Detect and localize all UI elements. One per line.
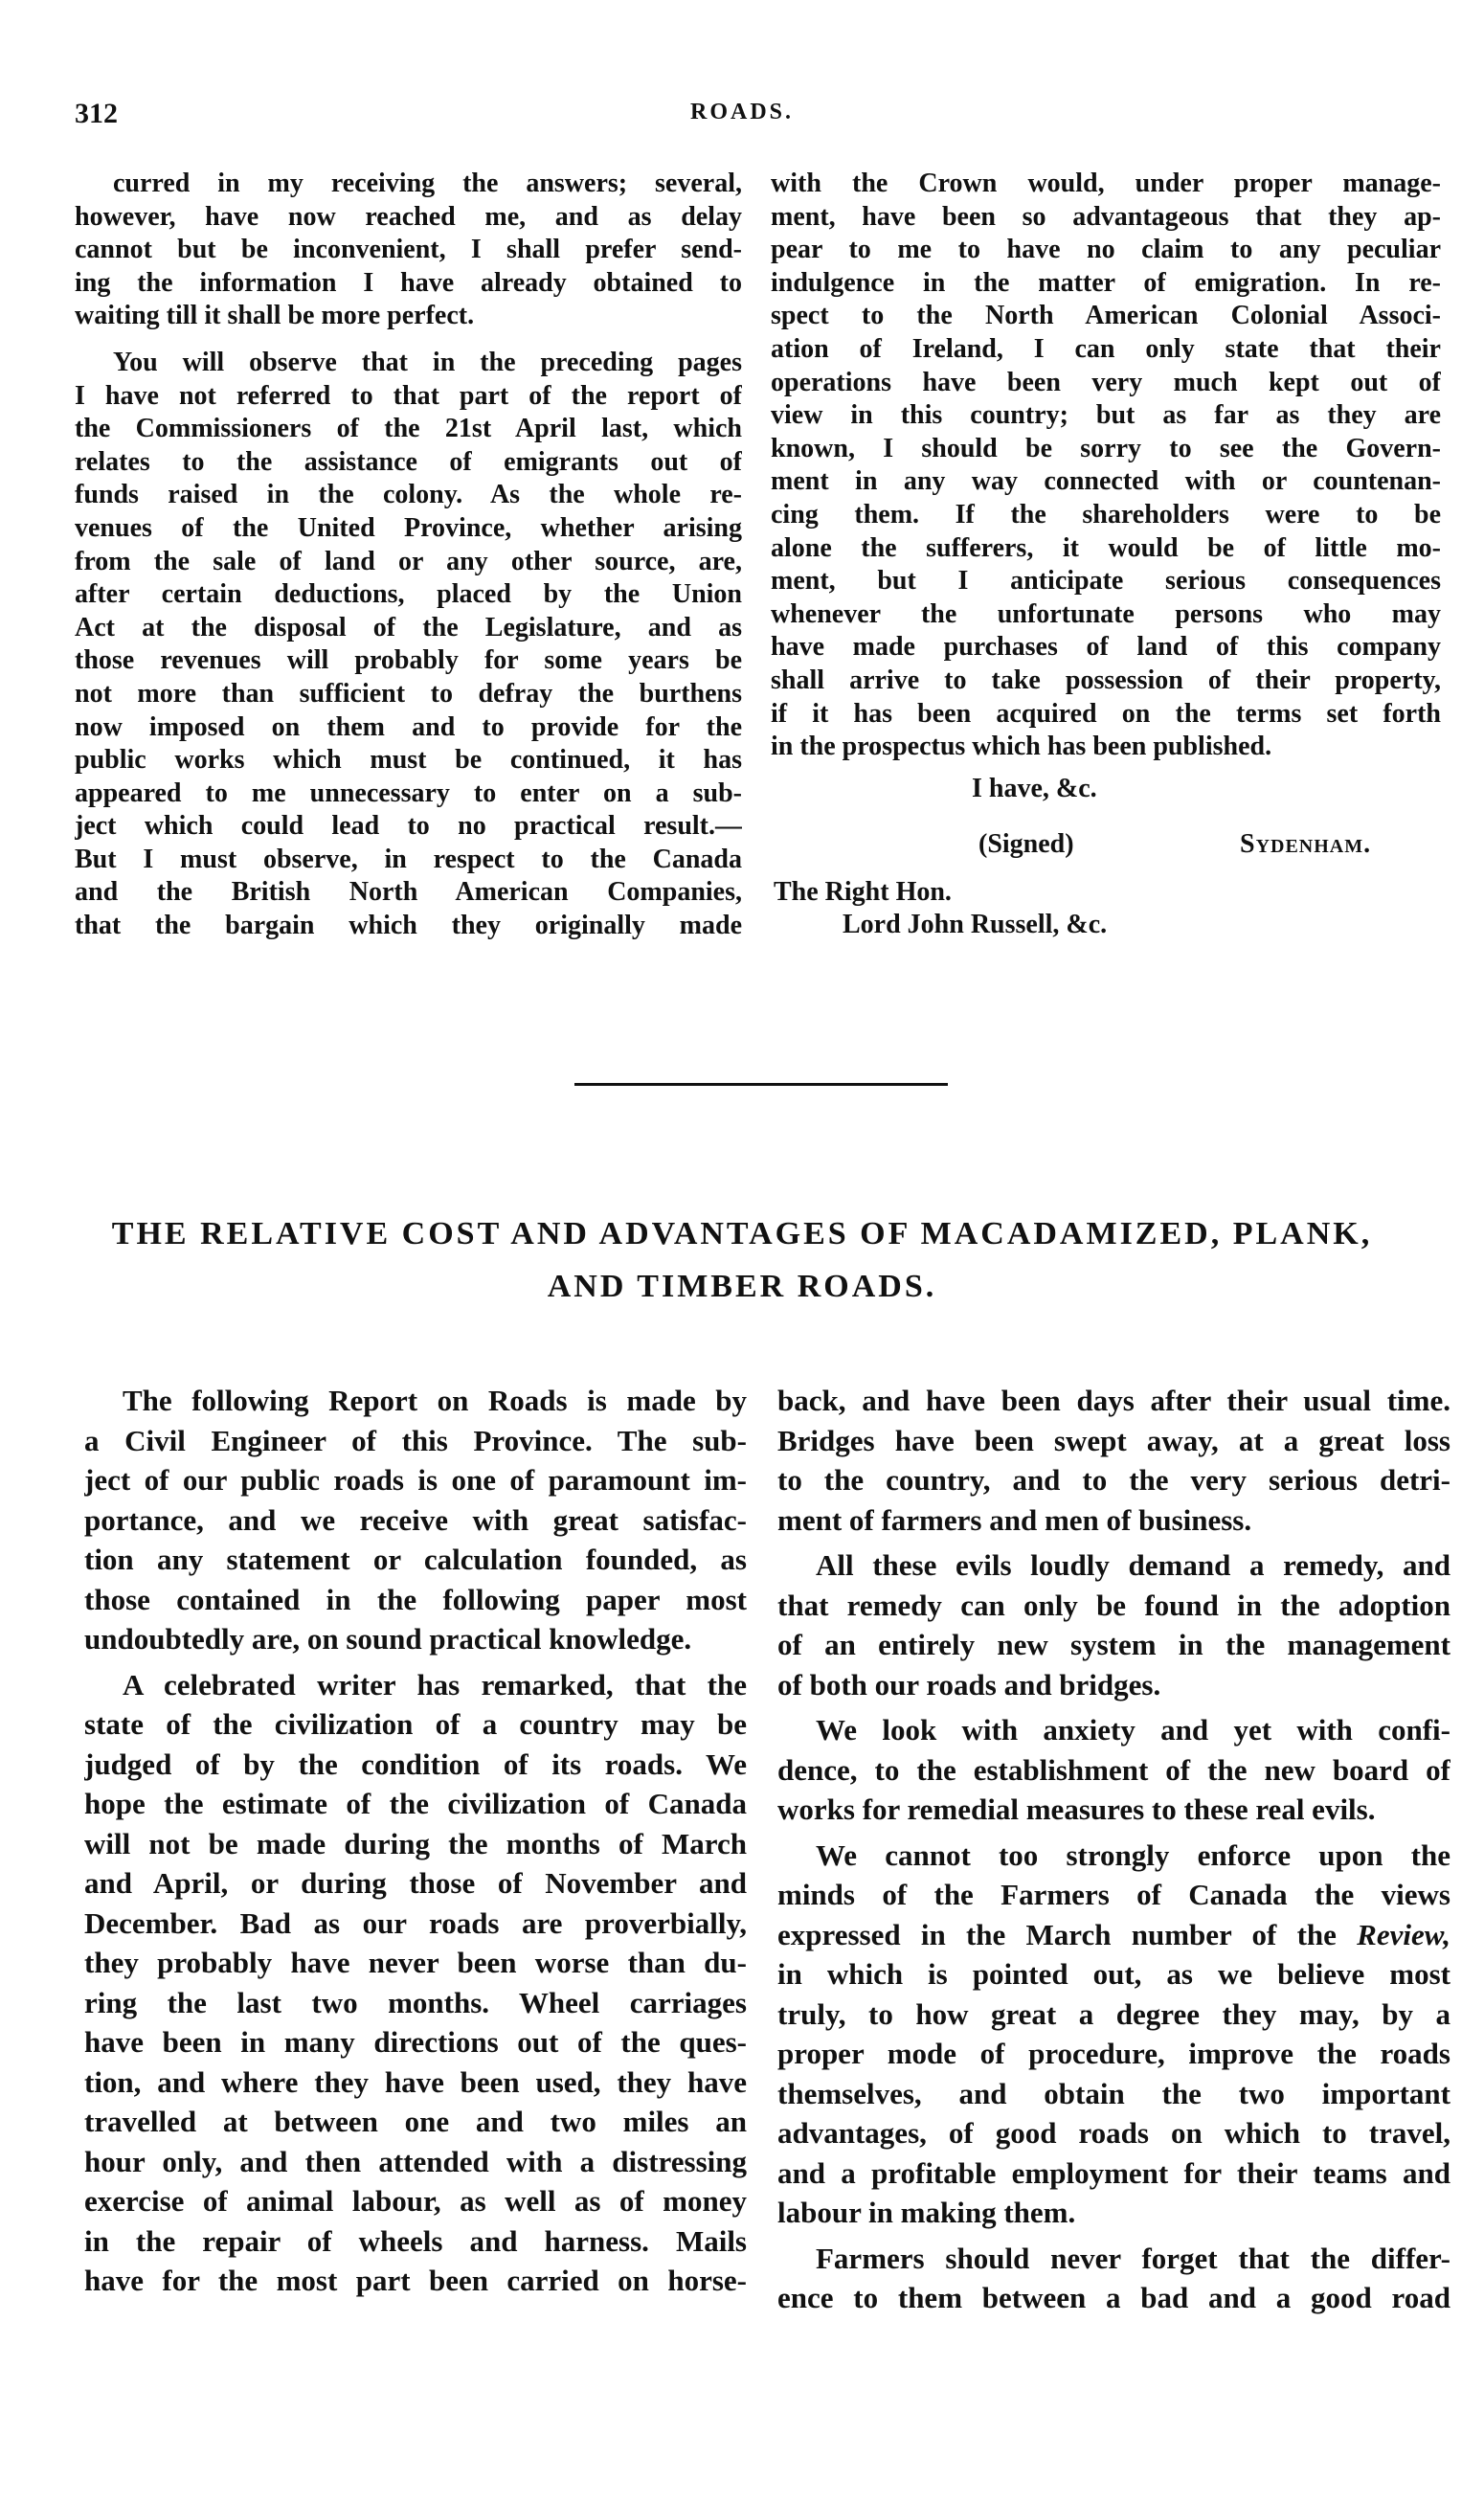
paragraph	[75, 347, 742, 943]
text-line: minds of the Farmers of Canada the views	[777, 1878, 1450, 1911]
text-line: truly, to how great a degree they may, by a	[777, 1996, 1450, 2031]
article-left-column	[84, 1381, 747, 2301]
text-line: now imposed on them and to provide for the	[75, 711, 742, 742]
text-line: hour only, and then attended with a distressing	[84, 2144, 747, 2178]
text-line: cing them. If the shareholders were to be	[771, 499, 1441, 530]
paragraph	[777, 1381, 1450, 1540]
text-line: to the country, and to the very serious detri-	[777, 1463, 1450, 1497]
letter-left-column	[75, 168, 742, 943]
text-line: shall arrive to take possession of their property,	[771, 665, 1441, 695]
letter-addressee-name: Lord John Russell, &c.	[843, 910, 1108, 939]
text-line: cannot but be inconvenient, I shall prefer send-	[75, 235, 742, 265]
text-line: Act at the disposal of the Legislature, and as	[75, 612, 742, 642]
paragraph	[75, 168, 742, 333]
text-line: Farmers should never forget that the differ-	[816, 2241, 1450, 2275]
text-line: from the sale of land or any other source, are,	[75, 546, 742, 576]
text-line: undoubtedly are, on sound practical knowledge.	[84, 1622, 692, 1656]
paragraph	[777, 2239, 1450, 2318]
text-line: All these evils loudly demand a remedy, and	[816, 1548, 1450, 1582]
text-line: back, and have been days after their usual time.	[777, 1384, 1450, 1417]
text-line: ing the information I have already obtained to	[75, 267, 742, 298]
text-line: operations have been very much kept out of	[771, 367, 1441, 397]
italic-title: Review,	[1357, 1917, 1450, 1951]
section-divider-rule	[574, 1083, 948, 1086]
text-line: portance, and we receive with great satisfac-	[84, 1502, 747, 1537]
letter-right-column	[771, 168, 1441, 764]
text-line: if it has been acquired on the terms set forth	[771, 698, 1441, 729]
text-line: exercise of animal labour, as well as of money	[84, 2184, 747, 2218]
text-line: in the prospectus which has been published.	[771, 732, 1272, 762]
text-line: ment of farmers and men of business.	[777, 1502, 1252, 1537]
paragraph	[777, 1545, 1450, 1704]
text-line: venues of the United Province, whether arising	[75, 512, 742, 543]
text-line: those revenues will probably for some years be	[75, 645, 742, 676]
text-line: proper mode of procedure, improve the roads	[777, 2037, 1450, 2070]
text-line: spect to the North American Colonial Associ-	[771, 301, 1441, 331]
article-title-line-2: AND TIMBER ROADS.	[547, 1269, 937, 1304]
text-line: ring the last two months. Wheel carriages	[84, 1985, 747, 2019]
text-line: have made purchases of land of this company	[771, 632, 1441, 663]
text-line: not more than sufficient to defray the burthens	[75, 678, 742, 709]
text-line: ject of our public roads is one of paramount im-	[84, 1463, 747, 1497]
text-line: expressed in the March number of the Review,	[777, 1917, 1450, 1951]
text-line: view in this country; but as far as they are	[771, 400, 1441, 431]
text-line: with the Crown would, under proper manage-	[771, 169, 1441, 198]
letter-closing: I have, &c.	[972, 774, 1097, 803]
text-line: You will observe that in the preceding pages	[113, 347, 742, 377]
text-line: advantages, of good roads on which to travel,	[777, 2116, 1450, 2150]
text-line: that remedy can only be found in the adoption	[777, 1588, 1450, 1622]
text-line: Bridges have been swept away, at a great loss	[777, 1423, 1450, 1457]
letter-signed-label: (Signed)	[978, 829, 1074, 859]
text-line: they probably have never been worse than du-	[84, 1946, 747, 1979]
paragraph	[84, 1665, 747, 2301]
text-line: ence to them between a bad and a good road	[777, 2281, 1450, 2314]
letter-signature: Sydenham.	[1240, 829, 1372, 859]
text-line: appeared to me unnecessary to enter on a sub-	[75, 778, 742, 808]
text-line: relates to the assistance of emigrants out of	[75, 446, 742, 477]
text-line: the Commissioners of the 21st April last, which	[75, 414, 742, 444]
article-title-line-1: THE RELATIVE COST AND ADVANTAGES OF MACADAMIZED, PLANK,	[111, 1216, 1373, 1251]
text-line: themselves, and obtain the two important	[777, 2076, 1450, 2110]
text-line: whenever the unfortunate persons who may	[771, 598, 1441, 629]
text-line: have for the most part been carried on horse-	[84, 2264, 747, 2297]
text-line: those contained in the following paper most	[84, 1582, 747, 1616]
text-line: judged of by the condition of its roads. We	[84, 1747, 747, 1781]
text-line: in which is pointed out, as we believe most	[777, 1957, 1450, 1991]
text-line: public works which must be continued, it has	[75, 745, 742, 776]
paragraph	[84, 1381, 747, 1659]
text-line: hope the estimate of the civilization of Canada	[84, 1787, 747, 1820]
text-line: ment, have been so advantageous that they ap-	[771, 201, 1441, 232]
text-line: curred in my receiving the answers; several,	[113, 169, 742, 198]
text-line: and the British North American Companies,	[75, 877, 742, 908]
paragraph	[777, 1710, 1450, 1830]
text-line: ment, but I anticipate serious consequences	[771, 566, 1441, 597]
text-line: funds raised in the colony. As the whole re-	[75, 480, 742, 510]
text-line: waiting till it shall be more perfect.	[75, 301, 475, 331]
text-line: labour in making them.	[777, 2196, 1076, 2229]
text-line: in the repair of wheels and harness. Mails	[84, 2223, 747, 2258]
text-line: will not be made during the months of March	[84, 1826, 747, 1860]
text-line: of both our roads and bridges.	[777, 1667, 1161, 1702]
text-line: known, I should be sorry to see the Govern-	[771, 433, 1441, 463]
text-line: and a profitable employment for their teams and	[777, 2155, 1450, 2190]
text-line: December. Bad as our roads are proverbially,	[84, 1905, 747, 1940]
running-title: ROADS.	[689, 100, 794, 124]
paragraph	[771, 168, 1441, 764]
text-line: state of the civilization of a country may be	[84, 1707, 747, 1741]
text-line: The following Report on Roads is made by	[123, 1384, 747, 1417]
text-line: and April, or during those of November and	[84, 1866, 747, 1900]
text-line: dence, to the establishment of the new board of	[777, 1752, 1450, 1787]
text-line: A celebrated writer has remarked, that the	[123, 1667, 747, 1702]
letter-addressee-title: The Right Hon.	[774, 877, 952, 907]
text-line: of an entirely new system in the management	[777, 1628, 1450, 1661]
text-line: that the bargain which they originally made	[75, 911, 742, 941]
text-line: But I must observe, in respect to the Canada	[75, 844, 742, 874]
text-line: tion any statement or calculation founded, as	[84, 1543, 747, 1576]
text-line: works for remedial measures to these real evils.	[777, 1792, 1376, 1826]
text-line: pear to me to have no claim to any peculiar	[771, 235, 1441, 265]
text-line: ment in any way connected with or countenan-	[771, 466, 1441, 497]
text-line: I have not referred to that part of the report of	[75, 380, 742, 411]
text-line: have been in many directions out of the ques-	[84, 2025, 747, 2059]
text-line: ation of Ireland, I can only state that their	[771, 333, 1441, 364]
text-line: travelled at between one and two miles an	[84, 2105, 747, 2138]
paragraph	[777, 1836, 1450, 2233]
text-line: after certain deductions, placed by the Union	[75, 579, 742, 610]
text-line: however, have now reached me, and as delay	[75, 201, 742, 232]
text-line: a Civil Engineer of this Province. The sub-	[84, 1423, 747, 1457]
text-line: tion, and where they have been used, they have	[84, 2064, 747, 2099]
text-line: indulgence in the matter of emigration. In re-	[771, 267, 1441, 298]
text-line: alone the sufferers, it would be of little mo-	[771, 532, 1441, 563]
text-line: ject which could lead to no practical result.—	[75, 811, 742, 842]
article-right-column	[777, 1381, 1450, 2318]
text-line: We cannot too strongly enforce upon the	[816, 1837, 1450, 1872]
text-line: We look with anxiety and yet with confi-	[816, 1713, 1450, 1747]
page-number: 312	[75, 98, 118, 129]
